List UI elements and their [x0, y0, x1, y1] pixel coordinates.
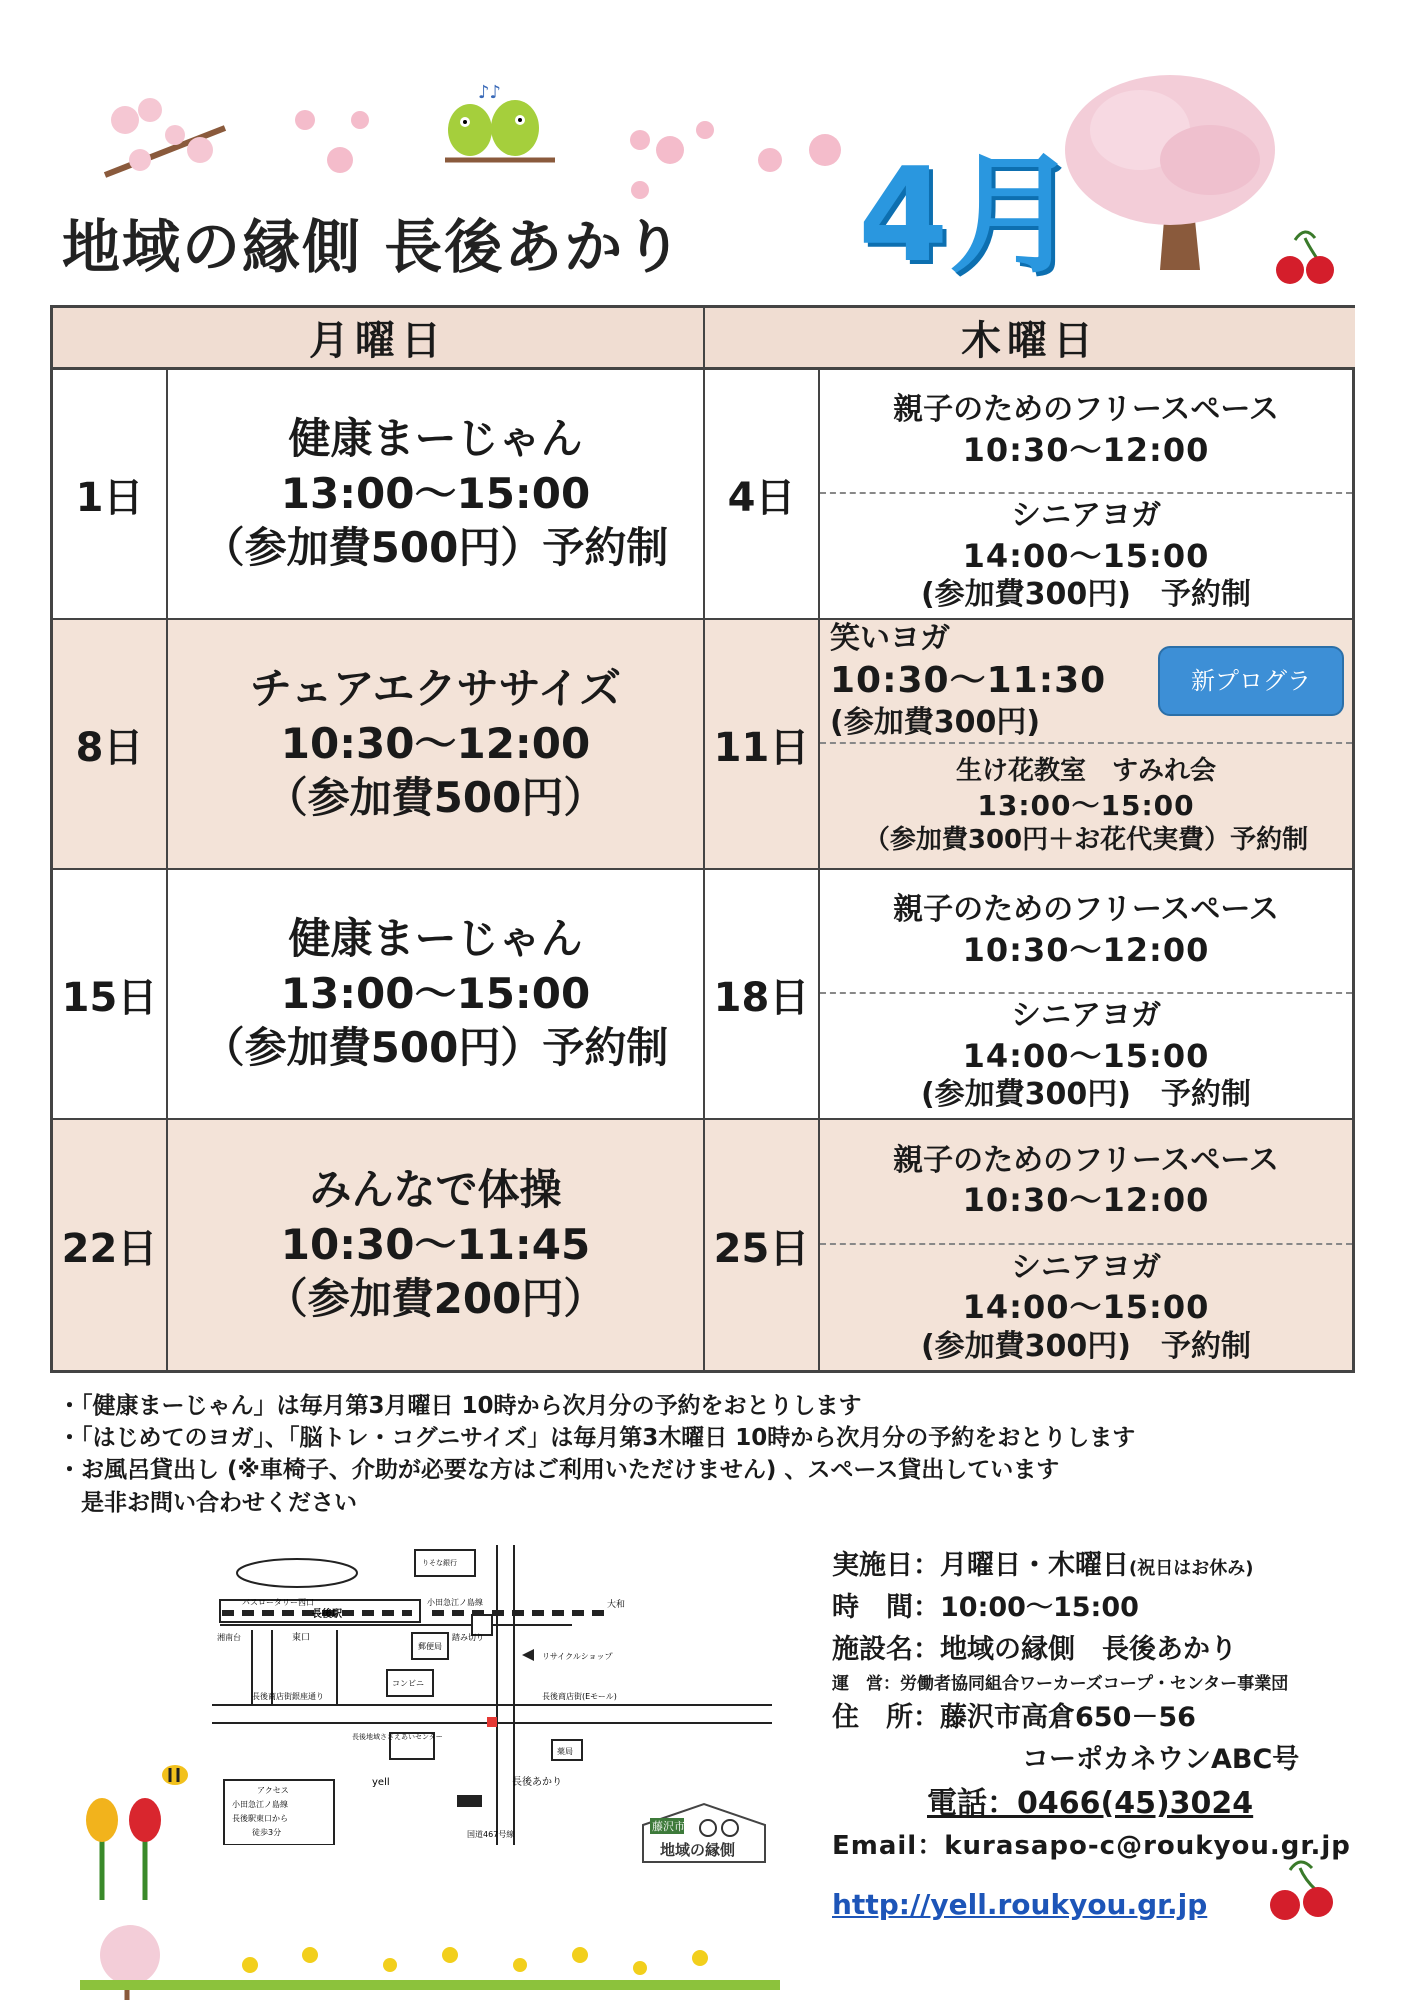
- event-time: 10:30～12:00: [962, 430, 1210, 469]
- note-item: ・「健康まーじゃん」は毎月第3月曜日 10時から次月分の予約をおとりします: [58, 1393, 862, 1419]
- event-name: 親子のためのフリースペース: [893, 1142, 1279, 1178]
- flower-decoration: [0, 1740, 1414, 2000]
- website-link[interactable]: http://yell.roukyou.gr.jp: [832, 1888, 1208, 1921]
- monday-date: 22日: [53, 1120, 168, 1370]
- thursday-header: 木曜日: [705, 308, 1355, 370]
- thursday-event-am: [820, 370, 1352, 494]
- map-access-line: 徒歩3分: [252, 1828, 282, 1837]
- logo-city: 藤沢市: [652, 1820, 685, 1833]
- event-fee: （参加費500円）予約制: [202, 523, 669, 573]
- event-fee: (参加費300円) 予約制: [920, 1328, 1252, 1364]
- map-label-shopping-street: 長後商店街銀座通り: [252, 1692, 324, 1701]
- schedule-row: [53, 370, 1352, 620]
- event-fee: （参加費200円）: [265, 1274, 606, 1324]
- map-label-east-exit: 東口: [292, 1633, 311, 1643]
- svg-text:♪♪: ♪♪: [478, 82, 501, 103]
- thursday-date: 4日: [705, 370, 820, 618]
- petal-icon: [295, 110, 841, 199]
- thursday-date: 11日: [705, 620, 820, 868]
- map-label-shonandai: 湘南台: [217, 1633, 241, 1642]
- logo-name: 地域の縁側: [660, 1841, 736, 1859]
- map-label-yamato: 大和: [607, 1600, 626, 1610]
- monday-date: 8日: [53, 620, 168, 868]
- thursday-events: [820, 620, 1352, 868]
- info-phone: 電話：0466(45)3024: [927, 1785, 1254, 1821]
- cherry-icon: [1276, 232, 1334, 284]
- event-fee: (参加費300円) 予約制: [920, 1077, 1252, 1113]
- sakura-branch-icon: [105, 98, 225, 175]
- schedule-table: [50, 305, 1355, 1373]
- event-time: 10:30～11:30: [830, 659, 1107, 701]
- map-label-station: 長後駅: [312, 1609, 342, 1620]
- monday-event: [168, 870, 705, 1118]
- event-fee: （参加費500円）予約制: [202, 1023, 669, 1073]
- monday-event: [168, 620, 705, 868]
- thursday-event-pm: [820, 994, 1352, 1118]
- monday-date: 1日: [53, 370, 168, 618]
- map-label-yell: yell: [372, 1777, 390, 1788]
- page-title: 地域の縁側 長後あかり: [62, 213, 685, 281]
- event-name: みんなで体操: [309, 1165, 562, 1215]
- event-time: 10:30～11:45: [280, 1219, 591, 1269]
- info-address-line2: コーポカネウンABC号: [1022, 1743, 1300, 1775]
- event-fee: （参加費300円＋お花代実費）予約制: [863, 824, 1309, 855]
- event-name: チェアエクササイズ: [249, 664, 622, 714]
- thursday-events: [820, 1120, 1352, 1370]
- map-label-route: 国道467号線: [467, 1830, 515, 1839]
- info-date: 実施日：月曜日・木曜日(祝日はお休み): [832, 1550, 1254, 1581]
- event-name: 健康まーじゃん: [288, 914, 583, 964]
- thursday-event-am: [820, 1120, 1352, 1245]
- event-name: 親子のためのフリースペース: [893, 392, 1279, 428]
- map-label-resona: りそな銀行: [422, 1559, 457, 1567]
- map-access-line: 小田急江ノ島線: [232, 1800, 288, 1809]
- map-access-title: アクセス: [257, 1786, 289, 1795]
- event-name: 笑いヨガ: [830, 620, 950, 656]
- map-label-railroad: 踏み切り: [452, 1633, 484, 1642]
- event-fee: (参加費300円): [830, 705, 1041, 741]
- bee-icon: [162, 1765, 188, 1785]
- map-label-bus: バスロータリー西口: [242, 1598, 314, 1607]
- info-operator: 運 営：労働者協同組合ワーカーズコープ・センター事業団: [832, 1673, 1289, 1694]
- month-label: 4月: [858, 139, 1079, 291]
- event-fee: （参加費500円）: [265, 773, 606, 823]
- event-time: 13:00～15:00: [280, 968, 591, 1018]
- thursday-event-am: [820, 870, 1352, 994]
- event-time: 10:30～12:00: [280, 718, 591, 768]
- map-access-line: 長後駅東口から: [232, 1814, 288, 1823]
- cherry-icon: [1270, 1862, 1333, 1920]
- thursday-event-pm: [820, 744, 1352, 868]
- tulip-icon: [86, 1798, 161, 1900]
- event-name: シニアヨガ: [1011, 498, 1161, 534]
- monday-date: 15日: [53, 870, 168, 1118]
- note-item: ・お風呂貸出し (※車椅子、介助が必要な方はご利用いただけません) 、スペース貸出しています: [58, 1457, 1060, 1484]
- map-label-recycle: リサイクルショップ: [542, 1652, 613, 1661]
- event-time: 14:00～15:00: [962, 1288, 1210, 1327]
- info-address: 住 所：藤沢市高倉650－56: [832, 1701, 1196, 1733]
- info-time: 時 間：10:00～15:00: [832, 1591, 1139, 1623]
- event-fee: (参加費300円) 予約制: [920, 577, 1252, 613]
- thursday-event-pm: [820, 1245, 1352, 1370]
- thursday-event-am: [820, 620, 1352, 744]
- monday-event: [168, 1120, 705, 1370]
- schedule-row: [53, 620, 1352, 870]
- sakura-tree-icon: [1065, 75, 1275, 270]
- event-time: 13:00～15:00: [977, 789, 1195, 823]
- thursday-date: 18日: [705, 870, 820, 1118]
- email-address[interactable]: Email：kurasapo-c@roukyou.gr.jp: [832, 1831, 1351, 1861]
- event-time: 13:00～15:00: [280, 468, 591, 518]
- thursday-date: 25日: [705, 1120, 820, 1370]
- map-label-line: 小田急江ノ島線: [427, 1598, 483, 1607]
- notes: [58, 1390, 1135, 1519]
- map-label-support-center: 長後地域ささえあいセンター: [352, 1733, 443, 1741]
- new-program-badge: 新プログラ: [1158, 646, 1344, 716]
- map-label-akari: 長後あかり: [512, 1777, 562, 1788]
- note-item: ・「はじめてのヨガ」、「脳トレ・コグニサイズ」は毎月第3木曜日 10時から次月分の予約をおとりします: [58, 1425, 1136, 1452]
- thursday-events: [820, 870, 1352, 1118]
- schedule-row: [53, 1120, 1352, 1370]
- event-time: 10:30～12:00: [962, 930, 1210, 969]
- event-time: 14:00～15:00: [962, 536, 1210, 575]
- thursday-events: [820, 370, 1352, 618]
- note-item: 是非お問い合わせください: [58, 1489, 357, 1516]
- monday-event: [168, 370, 705, 618]
- monday-header: 月曜日: [53, 308, 705, 370]
- schedule-row: [53, 870, 1352, 1120]
- map-label-pharmacy: 薬局: [557, 1747, 573, 1756]
- event-name: シニアヨガ: [1011, 998, 1161, 1034]
- map-label-emall: 長後商店街(Eモール): [542, 1692, 617, 1701]
- event-time: 10:30～12:00: [962, 1181, 1210, 1220]
- event-time: 14:00～15:00: [962, 1036, 1210, 1075]
- map-label-post: 郵便局: [418, 1642, 442, 1651]
- map-label-convenience: コンビニ: [392, 1679, 424, 1688]
- event-name: シニアヨガ: [1011, 1249, 1161, 1285]
- event-name: 生け花教室 すみれ会: [955, 755, 1216, 786]
- thursday-event-pm: [820, 494, 1352, 618]
- event-name: 健康まーじゃん: [288, 414, 583, 464]
- event-name: 親子のためのフリースペース: [893, 892, 1279, 928]
- info-facility: 施設名：地域の縁側 長後あかり: [832, 1633, 1237, 1665]
- dandelion-icon: [242, 1947, 708, 1975]
- bird-icon: [445, 82, 555, 160]
